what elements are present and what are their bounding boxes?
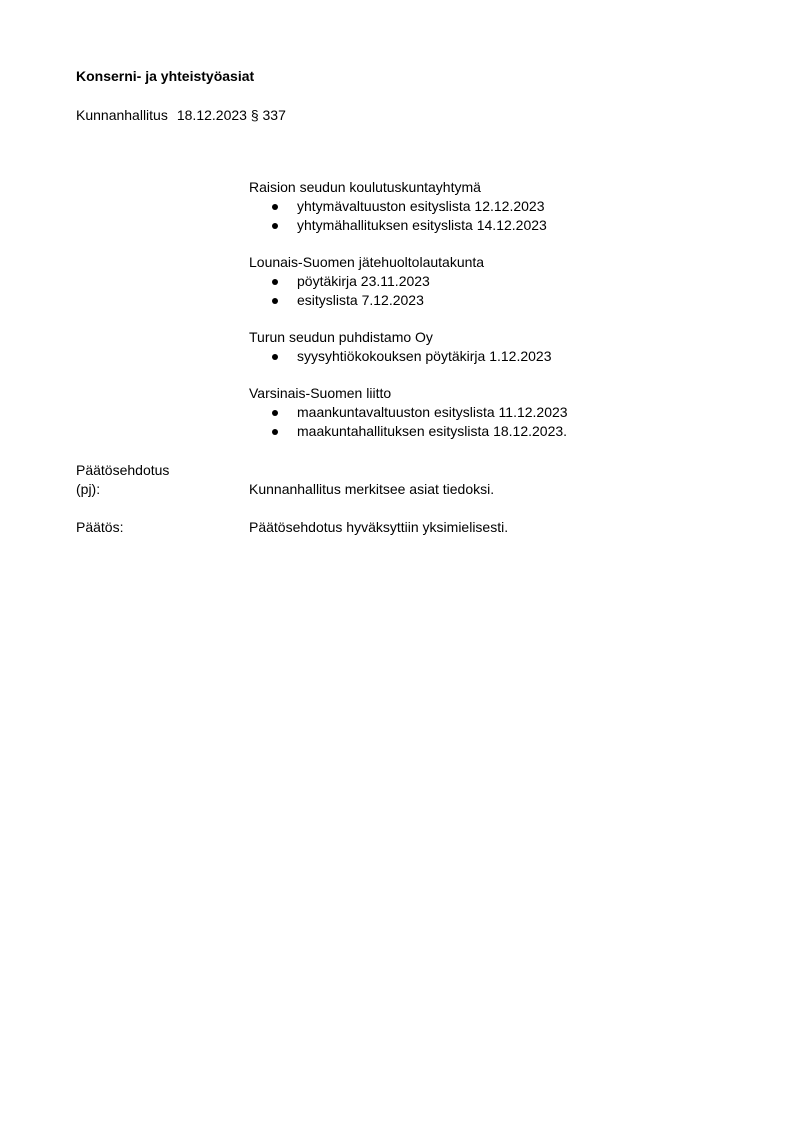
decision-label: Päätös: <box>76 519 124 535</box>
proposal-label-line: (pj): <box>76 481 101 497</box>
document-item-text: yhtymähallituksen esityslista 14.12.2023 <box>297 217 547 233</box>
document-heading: Konserni- ja yhteistyöasiat <box>76 68 255 84</box>
proposal-label <box>76 461 169 499</box>
document-item <box>249 347 769 366</box>
organization-name: Turun seudun puhdistamo Oy <box>249 329 433 345</box>
document-list <box>249 403 769 441</box>
decision-row <box>76 518 776 537</box>
document-item <box>249 403 769 422</box>
document-item <box>249 422 769 441</box>
document-item <box>249 216 769 235</box>
document-item-text: maankuntavaltuuston esityslista 11.12.2023 <box>297 404 568 420</box>
organization-name: Lounais-Suomen jätehuoltolautakunta <box>249 254 485 270</box>
meeting-date-section: 18.12.2023 § 337 <box>176 107 286 123</box>
organization-entry <box>249 253 769 310</box>
document-item <box>249 197 769 216</box>
meeting-reference <box>76 106 286 125</box>
document-item <box>249 272 769 291</box>
bullet-icon <box>272 298 278 304</box>
bullet-icon <box>272 223 278 229</box>
proposal-label-line: Päätösehdotus <box>76 462 170 478</box>
document-item-text: yhtymävaltuuston esityslista 12.12.2023 <box>297 198 545 214</box>
document-item-text: pöytäkirja 23.11.2023 <box>297 273 430 289</box>
proposal-text: Kunnanhallitus merkitsee asiat tiedoksi. <box>249 481 495 497</box>
bullet-icon <box>272 204 278 210</box>
document-item <box>249 291 769 310</box>
document-list <box>249 347 769 366</box>
meeting-body: Kunnanhallitus <box>76 107 168 123</box>
bullet-icon <box>272 429 278 435</box>
organization-name: Varsinais-Suomen liitto <box>249 385 392 401</box>
document-item-text: esityslista 7.12.2023 <box>297 292 424 308</box>
organization-list <box>249 178 769 459</box>
organization-entry <box>249 328 769 366</box>
bullet-icon <box>272 354 278 360</box>
organization-name: Raision seudun koulutuskuntayhtymä <box>249 179 481 195</box>
organization-entry <box>249 178 769 235</box>
organization-entry <box>249 384 769 441</box>
bullet-icon <box>272 279 278 285</box>
bullet-icon <box>272 410 278 416</box>
document-item-text: maakuntahallituksen esityslista 18.12.2023. <box>297 423 568 439</box>
decision-text: Päätösehdotus hyväksyttiin yksimielisesti. <box>249 519 509 535</box>
proposal-row <box>76 461 776 499</box>
document-list <box>249 272 769 310</box>
document-item-text: syysyhtiökokouksen pöytäkirja 1.12.2023 <box>297 348 552 364</box>
document-list <box>249 197 769 235</box>
